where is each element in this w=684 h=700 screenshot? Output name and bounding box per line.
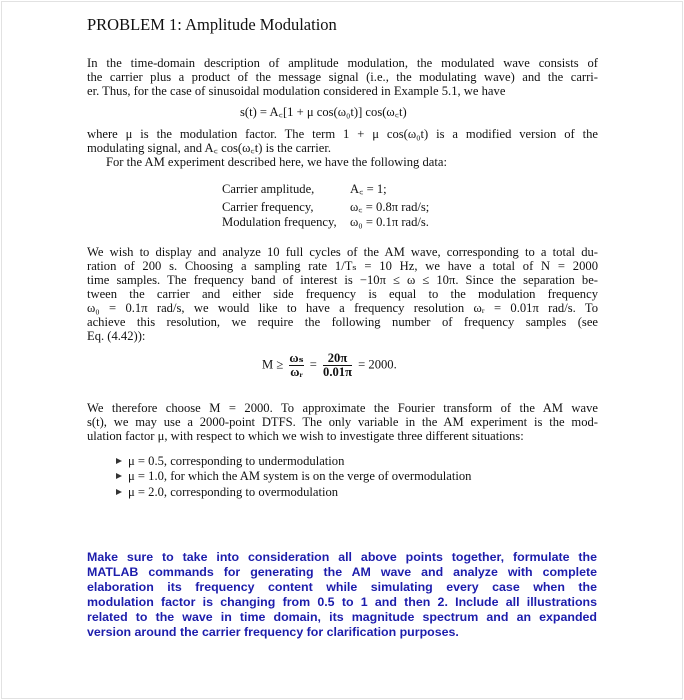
fraction	[323, 352, 352, 379]
para1-line: In the time-domain description of amplitude modulation, the modulated wave consists of	[87, 56, 598, 70]
problem-title: PROBLEM 1: Amplitude Modulation	[87, 15, 337, 34]
para3-line: For the AM experiment described here, we have the following data:	[106, 155, 447, 169]
para4-line: achieve this resolution, we require the following number of frequency samples (see	[87, 315, 598, 329]
para1-line: er. Thus, for the case of sinusoidal modulation considered in Example 5.1, we have	[87, 84, 506, 98]
bullet-item	[116, 454, 344, 469]
data-row	[222, 215, 429, 233]
eq-lhs: M ≥	[262, 357, 284, 372]
resolution-equation	[262, 352, 397, 379]
data-table	[222, 180, 429, 233]
data-value: A꜀ = 1;	[350, 182, 387, 196]
para5-line: s(t), we may use a 2000-point DTFS. The only variable in the AM experiment is the mod-	[87, 415, 598, 429]
bullet-text: μ = 1.0, for which the AM system is on the verge of overmodulation	[128, 469, 472, 483]
fraction	[289, 352, 303, 379]
bullet-item	[116, 469, 471, 484]
denominator: ωᵣ	[290, 365, 303, 379]
instruction-line: related to the wave in time domain, its magnitude spectrum and an expanded	[87, 610, 597, 624]
para4-line: ration of 200 s. Choosing a sampling rate 1/Tₛ = 10 Hz, we have a total of N = 2000	[87, 259, 598, 273]
para4-line: tween the carrier and either side frequency is equal to the modulation frequency	[87, 287, 598, 301]
data-value: ω꜀ = 0.8π rad/s;	[350, 199, 430, 214]
para5-line: ulation factor μ, with respect to which we wish to investigate three different situations:	[87, 429, 524, 443]
denominator: 0.01π	[323, 365, 352, 379]
para2-line: where μ is the modulation factor. The term 1 + μ cos(ω₀t) is a modified version of the	[87, 127, 598, 141]
data-label: Carrier frequency,	[222, 199, 314, 214]
triangle-bullet-icon	[116, 489, 122, 495]
para4-line: ω₀ = 0.1π rad/s, we would like to have a frequency resolution ωᵣ = 0.01π rad/s. To	[87, 301, 598, 315]
instruction-line: version around the carrier frequency for clarification purposes.	[87, 625, 459, 639]
triangle-bullet-icon	[116, 458, 122, 464]
bullet-text: μ = 0.5, corresponding to undermodulation	[128, 454, 345, 468]
numerator: ωₛ	[289, 351, 304, 365]
triangle-bullet-icon	[116, 473, 122, 479]
para4-line: We wish to display and analyze 10 full cycles of the AM wave, corresponding to a total du-	[87, 245, 598, 259]
para2-line: modulating signal, and A꜀ cos(ω꜀t) is the carrier.	[87, 141, 331, 155]
bullet-item	[116, 485, 338, 500]
eq-equals: =	[309, 357, 317, 372]
instruction-line: Make sure to take into consideration all above points together, formulate the	[87, 550, 597, 564]
am-equation: s(t) = A꜀[1 + μ cos(ω₀t)] cos(ω꜀t)	[240, 105, 407, 119]
bullet-text: μ = 2.0, corresponding to overmodulation	[128, 485, 339, 499]
para1-line: the carrier plus a product of the message signal (i.e., the modulating wave) and the carri-	[87, 70, 598, 84]
data-row	[222, 180, 429, 198]
instruction-line: modulation factor is changing from 0.5 to 1 and then 2. Include all illustrations	[87, 595, 597, 609]
para4-line: Eq. (4.42)):	[87, 329, 146, 343]
data-label: Modulation frequency,	[222, 215, 337, 229]
instruction-line: elaboration its frequency content while simulating every case when the	[87, 580, 597, 594]
data-value: ω₀ = 0.1π rad/s.	[350, 215, 429, 229]
data-row	[222, 198, 429, 216]
para5-line: We therefore choose M = 2000. To approximate the Fourier transform of the AM wave	[87, 401, 598, 415]
data-label: Carrier amplitude,	[222, 182, 315, 196]
eq-rhs: = 2000.	[358, 357, 397, 372]
numerator: 20π	[323, 352, 352, 366]
para4-line: time samples. The frequency band of interest is −10π ≤ ω ≤ 10π. Since the separation be-	[87, 273, 598, 287]
instruction-line: MATLAB commands for generating the AM wave and analyze with complete	[87, 565, 597, 579]
